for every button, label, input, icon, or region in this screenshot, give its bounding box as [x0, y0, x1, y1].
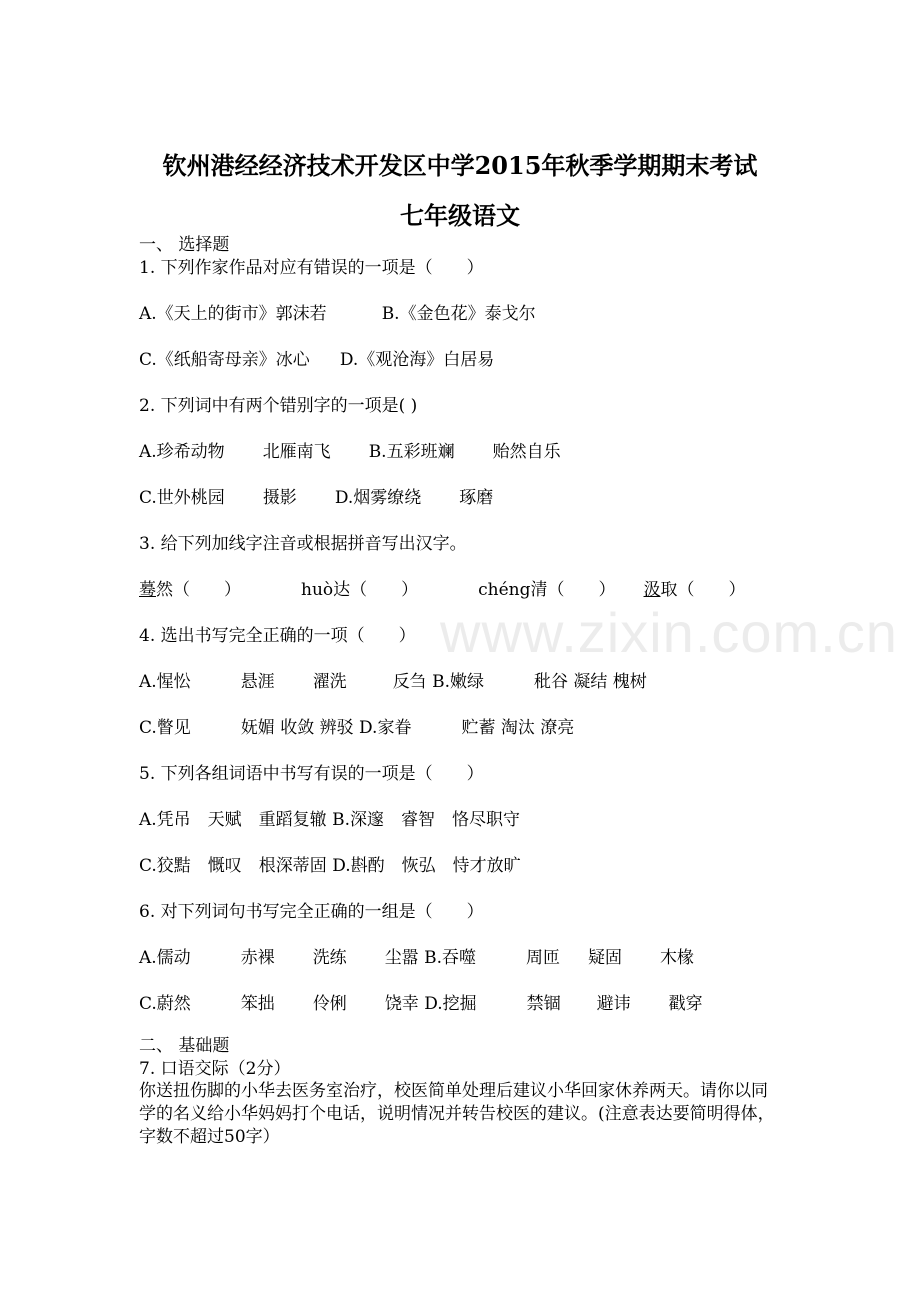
word: A.珍希动物 — [139, 442, 225, 462]
word: 北雁南飞 — [262, 442, 331, 462]
exam-subtitle: 七年级语文 — [400, 201, 520, 230]
question-2-stem: 2. 下列词中有两个错别字的一项是( ) — [139, 396, 418, 416]
word: C.世外桃园 — [139, 488, 225, 508]
underlined-char: 蓦 — [139, 580, 156, 600]
question-7-stem: 7. 口语交际（2分） — [139, 1059, 291, 1079]
word: 贻然自乐 — [492, 442, 561, 462]
word: 琢磨 — [459, 488, 494, 508]
option-c: C.《纸船寄母亲》冰心 — [139, 350, 310, 370]
pinyin-item: 蓦然（ ） — [139, 580, 241, 600]
exam-title: 钦州港经经济技术开发区中学2015年秋季学期期末考试 — [162, 151, 758, 180]
question-3-items — [139, 580, 746, 600]
word: B.五彩班斓 — [368, 442, 455, 462]
question-5-options-ab: A.凭吊 天赋 重蹈复辙 B.深邃 睿智 恪尽职守 — [139, 810, 520, 830]
option-d: D.《观沧海》白居易 — [339, 350, 495, 370]
question-5-stem: 5. 下列各组词语中书写有误的一项是（ ） — [139, 764, 484, 784]
section-heading-choice: 一、 选择题 — [139, 235, 230, 255]
question-2-options-ab — [139, 442, 561, 462]
question-3-stem: 3. 给下列加线字注音或根据拼音写出汉字。 — [139, 534, 467, 554]
pinyin-item: 汲取（ ） — [643, 580, 746, 600]
question-1-stem: 1. 下列作家作品对应有错误的一项是（ ） — [139, 258, 484, 278]
question-2-options-cd — [139, 488, 493, 508]
watermark: www.zixin.com.cn — [440, 601, 898, 664]
question-1-options-cd — [139, 350, 494, 370]
question-6-options-cd: C.蔚然 笨拙 伶俐 饶幸 D.挖掘 禁锢 避讳 戳穿 — [139, 994, 703, 1014]
question-4-options-ab: A.惺忪 悬涯 濯洗 反刍 B.嫩绿 秕谷 凝结 槐树 — [139, 672, 647, 692]
question-6-options-ab: A.儒动 赤裸 洗练 尘嚣 B.吞噬 周匝 疑固 木椽 — [139, 948, 694, 968]
question-1-options-ab — [139, 304, 536, 324]
question-4-stem: 4. 选出书写完全正确的一项（ ） — [139, 626, 416, 646]
option-b: B.《金色花》泰戈尔 — [381, 304, 536, 324]
option-a: A.《天上的街市》郭沫若 — [139, 304, 327, 324]
pinyin-item: huò达（ ） — [301, 580, 419, 600]
word: D.烟雾缭绕 — [334, 488, 422, 508]
question-5-options-cd: C.狡黠 慨叹 根深蒂固 D.斟酌 恢弘 恃才放旷 — [139, 856, 521, 876]
underlined-char: 汲 — [643, 580, 661, 600]
pinyin-item: chéng清（ ） — [478, 580, 616, 600]
question-7-body: 你送扭伤脚的小华去医务室治疗，校医简单处理后建议小华回家休养两天。请你以同学的名义给小华妈妈打个电话，说明情况并转告校医的建议。(注意表达要简明得体，字数不超过50字） — [139, 1081, 775, 1147]
word: 摄影 — [262, 488, 297, 508]
question-6-stem: 6. 对下列词句书写完全正确的一组是（ ） — [139, 902, 484, 922]
question-4-options-cd: C.瞥见 妩媚 收敛 辨驳 D.家眷 贮蓄 淘汰 潦亮 — [139, 718, 575, 738]
section-heading-basic: 二、 基础题 — [139, 1036, 230, 1056]
